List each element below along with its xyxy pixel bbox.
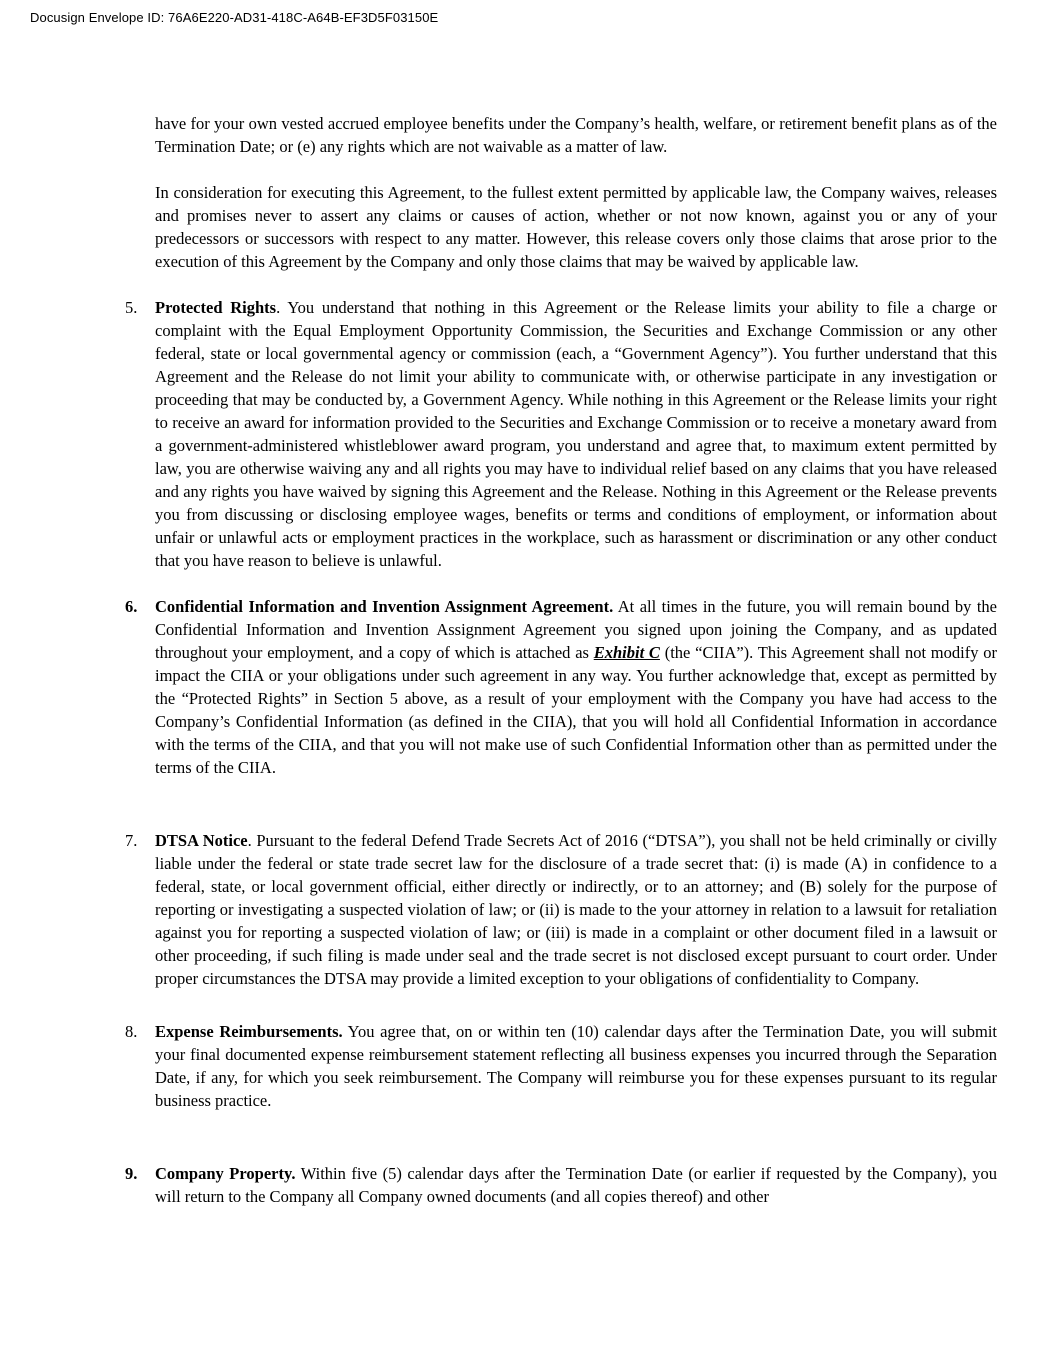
section-title: Protected Rights (155, 298, 277, 317)
intro-paragraph: have for your own vested accrued employee benefits under the Company’s health, welfare, or retirement benefit plans as of the Termination Date; or (e) any rights which are not waivable as a matter of law. (155, 114, 997, 156)
section-paragraph (155, 829, 997, 990)
document-body (125, 112, 997, 1208)
section-body: . Pursuant to the federal Defend Trade Secrets Act of 2016 (“DTSA”), you shall not be held criminally or civilly liable under the federal or state trade secret law for the disclosure of a trade secret that: (i) is made (A) in confidence to a federal, state, or local government official, either directly or indirectly, or to an attorney; and (B) solely for the purpose of reporting or investigating a suspected violation of law; or (ii) is made to the your attorney in relation to a lawsuit for retaliation against you for reporting a suspected violation of law; or (iii) is made in a complaint or other document filed in a lawsuit or other proceeding, if such filing is made under seal and the trade secret is not disclosed except pursuant to court order. Under proper circumstances the DTSA may provide a limited exception to your obligations of confidentiality to Company. (155, 831, 997, 988)
section-body: At all times in the future, you will remain bound by the Confidential Information and Invention Assignment Agreement you signed upon joining the Company, and as updated throughout your employment, and a copy of which is attached as (155, 597, 997, 662)
section-number: 5. (125, 298, 138, 317)
section-paragraph (155, 1020, 997, 1112)
section-item-6 (125, 595, 997, 779)
section-item-5 (125, 296, 997, 572)
section-body: . You understand that nothing in this Agreement or the Release limits your ability to file a charge or complaint with the Equal Employment Opportunity Commission, the Securities and Exchange Commission or any other federal, state or local governmental agency or commission (each, a “Government Agency”). You further understand that this Agreement and the Release do not limit your ability to communicate with, or otherwise participate in any investigation or proceeding that may be conducted by, a Government Agency. While nothing in this Agreement or the Release limits your right to receive an award for information provided to the Securities and Exchange Commission or to receive a monetary award from a government-administered whistleblower award program, you understand and agree that, to maximum extent permitted by law, you are otherwise waiving any and all rights you may have to individual relief based on any claims that you have released and any rights you have waived by signing this Agreement and the Release. Nothing in this Agreement or the Release prevents you from discussing or disclosing employee wages, benefits or terms and conditions of employment, or information about unfair or unlawful acts or employment practices in the workplace, such as harassment or discrimination or any other conduct that you have reason to believe is unlawful. (155, 298, 997, 570)
section-number: 9. (125, 1164, 138, 1183)
section-title: Company Property. (155, 1164, 296, 1183)
section-number: 7. (125, 831, 138, 850)
section-paragraph (155, 595, 997, 779)
section-title: DTSA Notice (155, 831, 248, 850)
section-body: Within five (5) calendar days after the Termination Date (or earlier if requested by the Company), you will return to the Company all Company owned documents (and all copies thereof) and other (155, 1164, 997, 1206)
docusign-envelope-id: Docusign Envelope ID: 76A6E220-AD31-418C-A64B-EF3D5F03150E (30, 10, 439, 25)
section-title: Confidential Information and Invention Assignment Agreement. (155, 597, 614, 616)
section-number: 8. (125, 1022, 138, 1041)
section-item-9 (125, 1162, 997, 1208)
section-number: 6. (125, 597, 138, 616)
section-item-8 (125, 1020, 997, 1112)
section-body: You agree that, on or within ten (10) calendar days after the Termination Date, you will submit your final documented expense reimbursement statement reflecting all business expenses you incurred through the Separation Date, if any, for which you seek reimbursement. The Company will reimburse you for these expenses pursuant to its regular business practice. (155, 1022, 997, 1110)
exhibit-c-reference: Exhibit C (593, 643, 660, 662)
section-title: Expense Reimbursements. (155, 1022, 343, 1041)
section-body: (the “CIIA”). This Agreement shall not modify or impact the CIIA or your obligations under such agreement in any way. You further acknowledge that, except as permitted by the “Protected Rights” in Section 5 above, as a result of your employment with the Company you have had access to the Company’s Confidential Information (as defined in the CIIA), that you will hold all Confidential Information in accordance with the terms of the CIIA, and that you will not make use of such Confidential Information other than as permitted under the terms of the CIIA. (155, 643, 997, 777)
section-paragraph (155, 296, 997, 572)
intro-paragraph: In consideration for executing this Agreement, to the fullest extent permitted by applicable law, the Company waives, releases and promises never to assert any claims or causes of action, whether or not now known, against you or any of your predecessors or successors with respect to any matter. However, this release covers only those claims that arose prior to the execution of this Agreement by the Company and only those claims that may be waived by applicable law. (155, 183, 997, 271)
section-paragraph (155, 1162, 997, 1208)
section-item-7 (125, 829, 997, 990)
